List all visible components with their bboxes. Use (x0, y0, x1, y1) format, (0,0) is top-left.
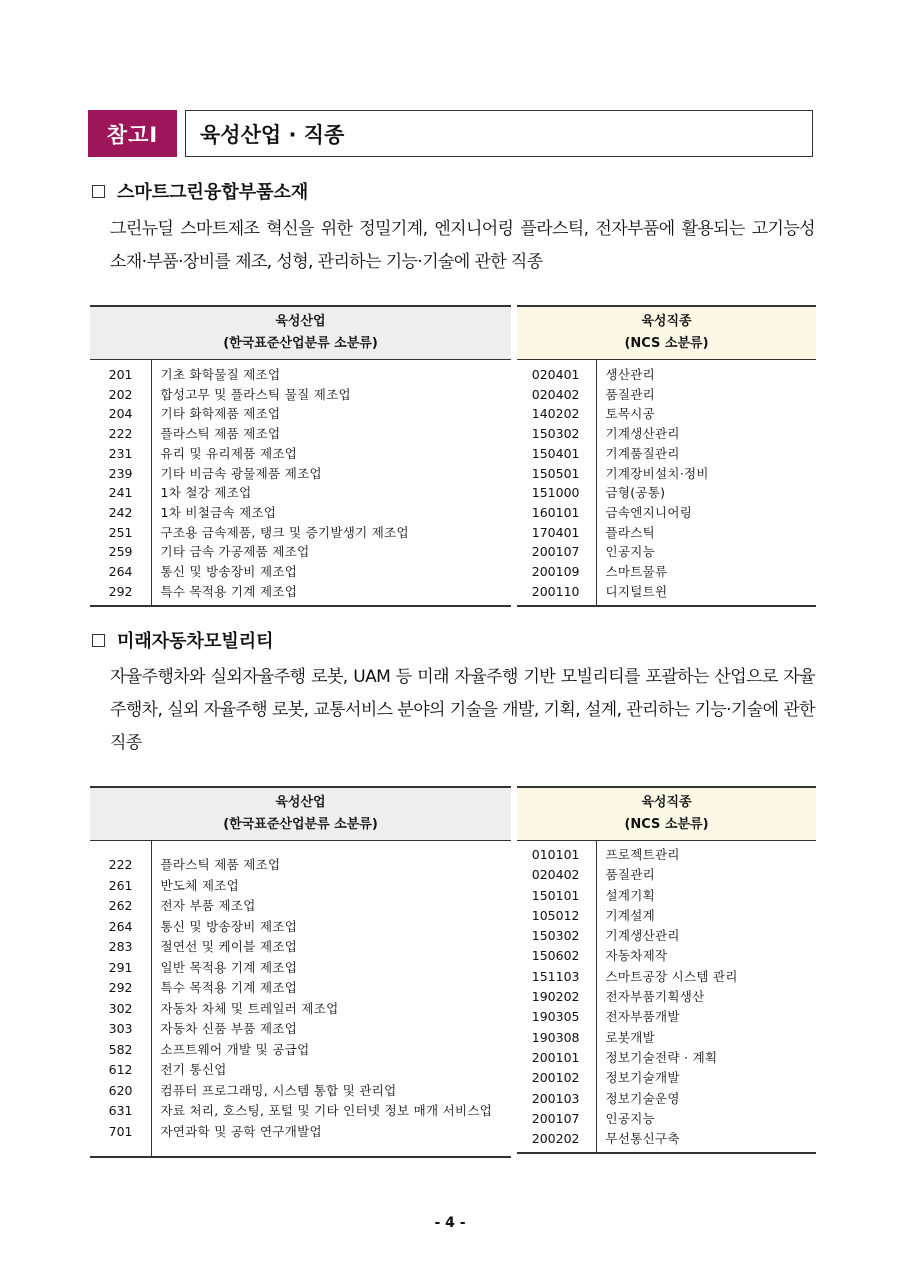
row-name: 스마트공장 시스템 관리 (605, 968, 738, 984)
row-code: 190305 (517, 1007, 596, 1027)
row-name: 프로젝트관리 (605, 847, 680, 862)
row-name: 플라스틱 제품 제조업 (160, 857, 281, 872)
row-name: 절연선 및 케이블 제조업 (160, 939, 298, 954)
table-row (90, 424, 511, 444)
table-row (517, 906, 816, 926)
table-row (517, 886, 816, 906)
row-name: 디지털트윈 (605, 583, 668, 599)
table-row (517, 1007, 816, 1027)
row-code: 264 (90, 917, 151, 938)
row-name: 토목시공 (605, 406, 656, 422)
row-code: 204 (90, 404, 151, 424)
row-code: 151103 (517, 967, 596, 987)
table-row (90, 917, 511, 938)
page-number: - 4 - (434, 1215, 466, 1231)
row-name: 품질관리 (605, 867, 656, 883)
table-row (517, 385, 816, 405)
row-code: 160101 (517, 503, 596, 523)
row-code: 105012 (517, 906, 596, 926)
row-code: 020402 (517, 865, 596, 885)
table-row (517, 926, 816, 946)
row-name: 정보기술개발 (605, 1070, 680, 1086)
row-name: 특수 목적용 기계 제조업 (160, 583, 298, 599)
row-name: 기계장비설치·정비 (605, 465, 709, 481)
row-code: 200107 (517, 542, 596, 562)
table-row (90, 999, 511, 1020)
table-row (517, 424, 816, 444)
table-row (90, 503, 511, 523)
row-name: 정보기술운영 (605, 1090, 680, 1106)
table-row (517, 865, 816, 885)
row-code: 262 (90, 896, 151, 917)
table-row (90, 464, 511, 484)
row-name: 플라스틱 (605, 524, 656, 540)
row-code: 150501 (517, 464, 596, 484)
table-row (90, 841, 511, 876)
table-row (90, 1040, 511, 1061)
header-line-1: 육성산업 (275, 314, 326, 329)
table-row (90, 1081, 511, 1102)
industry-table-header (90, 306, 511, 360)
row-code: 020401 (517, 360, 596, 385)
row-name: 로봇개발 (605, 1029, 656, 1045)
row-code: 239 (90, 464, 151, 484)
row-name: 구조용 금속제품, 탱크 및 증기발생기 제조업 (160, 524, 409, 540)
row-name: 통신 및 방송장비 제조업 (160, 918, 298, 934)
row-name: 금속엔지니어링 (605, 504, 693, 520)
row-code: 200103 (517, 1089, 596, 1109)
row-name: 스마트물류 (605, 564, 668, 580)
row-name: 전자 부품 제조업 (160, 898, 256, 913)
table-row (517, 1028, 816, 1048)
row-code: 264 (90, 562, 151, 582)
row-name: 유리 및 유리제품 제조업 (160, 445, 298, 461)
row-name: 전기 통신업 (160, 1062, 227, 1077)
industry-table-2 (90, 786, 511, 1158)
row-code: 010101 (517, 841, 596, 866)
table-row (517, 841, 816, 866)
row-name: 자연과학 및 공학 연구개발업 (160, 1123, 322, 1139)
table-row (90, 937, 511, 958)
row-code: 150602 (517, 946, 596, 966)
row-code: 140202 (517, 404, 596, 424)
row-name: 소프트웨어 개발 및 공급업 (160, 1041, 310, 1057)
row-name: 기타 화학제품 제조업 (160, 406, 281, 422)
row-name: 기계설계 (605, 907, 656, 923)
table-row (90, 385, 511, 405)
header-line-1: 육성산업 (275, 795, 326, 810)
occupation-table-header (517, 306, 816, 360)
table-row (517, 503, 816, 523)
row-code: 631 (90, 1101, 151, 1122)
table-row (517, 523, 816, 543)
row-name: 품질관리 (605, 386, 656, 402)
occupation-table-2 (517, 786, 816, 1154)
header-line-2: (한국표준산업분류 소분류) (223, 336, 378, 351)
row-code: 150302 (517, 424, 596, 444)
table-row (90, 1122, 511, 1158)
table-row (517, 360, 816, 385)
table-row (517, 483, 816, 503)
row-code: 222 (90, 841, 151, 876)
section-heading-1 (92, 178, 308, 204)
table-row (90, 1101, 511, 1122)
row-code: 200107 (517, 1109, 596, 1129)
section-description-2: 자율주행차와 실외자율주행 로봇, UAM 등 미래 자율주행 기반 모빌리티를 포괄하는 산업으로 자율주행차, 실외 자율주행 로봇, 교통서비스 분야의 기술을 개발, 기획, 설계, 관리하는 기능·기술에 관한 직종 (110, 667, 815, 753)
row-code: 151000 (517, 483, 596, 503)
row-name: 전자부품기획생산 (605, 989, 705, 1005)
table-row (517, 1068, 816, 1088)
header-line-2: (NCS 소분류) (624, 817, 709, 832)
row-code: 222 (90, 424, 151, 444)
table-row (517, 967, 816, 987)
row-name: 1차 철강 제조업 (160, 485, 252, 501)
row-name: 자동차 신품 부품 제조업 (160, 1021, 298, 1036)
row-code: 201 (90, 360, 151, 385)
section-heading-text: 미래자동차모빌리티 (117, 631, 274, 652)
row-name: 기계생산관리 (605, 928, 680, 944)
row-name: 일반 목적용 기계 제조업 (160, 959, 298, 975)
table-row (90, 360, 511, 385)
reference-header (88, 110, 813, 157)
row-code: 150302 (517, 926, 596, 946)
row-name: 통신 및 방송장비 제조업 (160, 564, 298, 580)
row-code: 292 (90, 582, 151, 607)
row-code: 150101 (517, 886, 596, 906)
row-name: 기타 비금속 광물제품 제조업 (160, 465, 322, 481)
row-name: 자동차 차체 및 트레일러 제조업 (160, 1000, 339, 1016)
row-name: 무선통신구축 (605, 1131, 680, 1147)
row-code: 200202 (517, 1129, 596, 1153)
occupation-table-1 (517, 305, 816, 607)
industry-table-header (90, 787, 511, 841)
table-row (517, 562, 816, 582)
row-name: 전자부품개발 (605, 1009, 680, 1025)
table-row (90, 978, 511, 999)
row-name: 기초 화학물질 제조업 (160, 367, 281, 382)
row-name: 기계품질관리 (605, 445, 680, 461)
row-name: 자료 처리, 호스팅, 포털 및 기타 인터넷 정보 매개 서비스업 (160, 1103, 493, 1118)
row-code: 251 (90, 523, 151, 543)
checkbox-square-icon (92, 634, 105, 647)
row-code: 612 (90, 1060, 151, 1081)
table-row (90, 483, 511, 503)
table-row (90, 542, 511, 562)
header-line-2: (한국표준산업분류 소분류) (223, 817, 378, 832)
row-name: 기계생산관리 (605, 426, 680, 442)
row-name: 1차 비철금속 제조업 (160, 504, 277, 520)
row-code: 582 (90, 1040, 151, 1061)
table-row (90, 582, 511, 607)
row-name: 합성고무 및 플라스틱 물질 제조업 (160, 386, 351, 402)
section-heading-2 (92, 627, 274, 653)
table-row (90, 562, 511, 582)
row-code: 190308 (517, 1028, 596, 1048)
page-title: 육성산업 · 직종 (185, 110, 813, 157)
table-row (90, 404, 511, 424)
row-code: 150401 (517, 444, 596, 464)
row-name: 기타 금속 가공제품 제조업 (160, 544, 310, 560)
row-name: 설계기획 (605, 887, 656, 903)
table-row (90, 896, 511, 917)
table-row (517, 464, 816, 484)
occupation-table-header (517, 787, 816, 841)
table-row (517, 987, 816, 1007)
row-name: 인공지능 (605, 1110, 656, 1126)
table-row (517, 1089, 816, 1109)
row-name: 정보기술전략 · 계획 (605, 1049, 718, 1065)
row-code: 200102 (517, 1068, 596, 1088)
row-code: 202 (90, 385, 151, 405)
industry-table-1 (90, 305, 511, 607)
row-code: 291 (90, 958, 151, 979)
header-line-2: (NCS 소분류) (624, 336, 709, 351)
row-code: 620 (90, 1081, 151, 1102)
reference-badge: 참고Ⅰ (88, 110, 177, 157)
row-code: 241 (90, 483, 151, 503)
section-description-1: 그린뉴딜 스마트제조 혁신을 위한 정밀기계, 엔지니어링 플라스틱, 전자부품에 활용되는 고기능성 소재·부품·장비를 제조, 성형, 관리하는 기능·기술에 관한 직종 (110, 219, 815, 272)
row-code: 242 (90, 503, 151, 523)
row-code: 259 (90, 542, 151, 562)
row-name: 컴퓨터 프로그래밍, 시스템 통합 및 관리업 (160, 1082, 397, 1098)
table-row (90, 958, 511, 979)
row-code: 261 (90, 876, 151, 897)
table-row (517, 946, 816, 966)
row-code: 200109 (517, 562, 596, 582)
row-name: 금형(공통) (605, 485, 666, 501)
table-row (517, 444, 816, 464)
row-code: 020402 (517, 385, 596, 405)
row-name: 반도체 제조업 (160, 877, 240, 893)
table-row (517, 542, 816, 562)
table-row (517, 1048, 816, 1068)
table-row (90, 1019, 511, 1040)
table-row (90, 876, 511, 897)
row-code: 283 (90, 937, 151, 958)
row-code: 190202 (517, 987, 596, 1007)
row-code: 231 (90, 444, 151, 464)
row-name: 플라스틱 제품 제조업 (160, 426, 281, 442)
row-name: 생산관리 (605, 367, 656, 382)
row-code: 200101 (517, 1048, 596, 1068)
table-row (517, 1129, 816, 1153)
table-row (90, 523, 511, 543)
table-row (517, 582, 816, 607)
row-name: 특수 목적용 기계 제조업 (160, 980, 298, 995)
row-code: 303 (90, 1019, 151, 1040)
row-code: 701 (90, 1122, 151, 1158)
row-code: 302 (90, 999, 151, 1020)
row-name: 자동차제작 (605, 948, 668, 964)
section-heading-text: 스마트그린융합부품소재 (117, 182, 309, 203)
checkbox-square-icon (92, 185, 105, 198)
table-row (517, 1109, 816, 1129)
table-row (90, 1060, 511, 1081)
table-row (90, 444, 511, 464)
row-code: 292 (90, 978, 151, 999)
header-line-1: 육성직종 (641, 314, 692, 329)
row-name: 인공지능 (605, 544, 656, 560)
header-line-1: 육성직종 (641, 795, 692, 810)
row-code: 200110 (517, 582, 596, 607)
row-code: 170401 (517, 523, 596, 543)
table-row (517, 404, 816, 424)
